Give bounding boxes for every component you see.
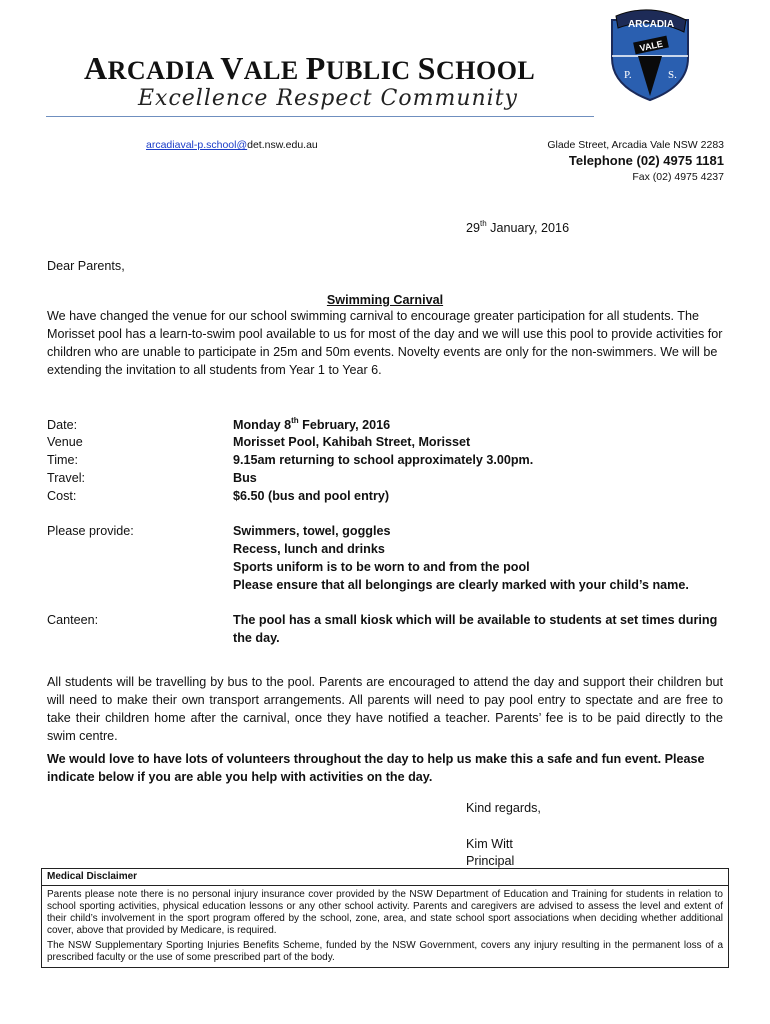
school-address: Glade Street, Arcadia Vale NSW 2283 xyxy=(547,139,724,151)
disclaimer-paragraph: The NSW Supplementary Sporting Injuries Benefits Scheme, funded by the NSW Government, covers any injury resulting in the permanent loss of a prescribed faculty or the use of some prescribed part of the body. xyxy=(47,940,723,963)
greeting: Dear Parents, xyxy=(47,259,125,273)
disclaimer-paragraph: Parents please note there is no personal injury insurance cover provided by the NSW Department of Education and Training for students in relation to school sporting activities, physical education lessons or any other school activity. Parents and caregivers are advised to assess the level and extent of their child’s involvement in the sport program offered by the school, zone, area, and state school sport associations when deciding whether additional cover, above that provided by Medicare, is required. xyxy=(47,889,723,936)
detail-row-travel: Travel: Bus xyxy=(47,471,257,485)
crest-top-text: ARCADIA xyxy=(627,19,675,30)
school-fax: Fax (02) 4975 4237 xyxy=(632,171,724,183)
list-item: Recess, lunch and drinks xyxy=(233,542,385,556)
detail-row-cost: Cost: $6.50 (bus and pool entry) xyxy=(47,489,390,503)
signer-title: Principal xyxy=(466,854,515,868)
volunteer-paragraph: We would love to have lots of volunteers throughout the day to help us make this a safe and fun event. Please indicate below if you are able you help with activities on the day. xyxy=(47,752,705,784)
canteen-label: Canteen: xyxy=(47,613,99,627)
list-item: Please ensure that all belongings are clearly marked with your child’s name. xyxy=(233,578,689,592)
provide-list xyxy=(233,522,689,594)
email-link[interactable]: arcadiaval-p.school@ xyxy=(146,139,248,151)
detail-row-time: Time: 9.15am returning to school approximately 3.00pm. xyxy=(47,453,534,467)
detail-row-date: Date: Monday 8th February, 2016 xyxy=(47,416,391,432)
school-email: arcadiaval-p.school@det.nsw.edu.au xyxy=(146,139,318,151)
letter-heading: Swimming Carnival xyxy=(326,293,444,307)
list-item: Sports uniform is to be worn to and from the pool xyxy=(233,560,530,574)
letter-date: 29th January, 2016 xyxy=(466,219,570,235)
school-name: ARCADIA VALE PUBLIC SCHOOL xyxy=(84,50,536,86)
crest-right-initial: S. xyxy=(668,69,677,81)
closing: Kind regards, xyxy=(466,801,541,815)
list-item: Swimmers, towel, goggles xyxy=(233,524,391,538)
school-crest-logo xyxy=(604,6,696,102)
school-telephone: Telephone (02) 4975 1181 xyxy=(568,153,724,168)
crest-middle-text: VALE xyxy=(638,38,664,54)
travel-paragraph: All students will be travelling by bus to the pool. Parents are encouraged to attend the day and support their children but will need to make their own transport arrangements. All parents will need to pay pool entry to spectate and are free to take their children home after the carnival, once they have notified a teacher. Parents’ fee is to be paid directly to the swim centre. xyxy=(47,675,723,743)
crest-left-initial: P. xyxy=(624,69,632,81)
disclaimer-title: Medical Disclaimer xyxy=(42,869,728,886)
school-motto: Excellence Respect Community xyxy=(138,86,518,111)
intro-paragraph: We have changed the venue for our school swimming carnival to encourage greater participation for all students. The Morisset pool has a learn-to-swim pool available to us for most of the day and we will use this pool to provide activities for children who are unable to participate in 25m and 50m events. Novelty events are only for the non-swimmers. We will be extending the invitation to all students from Year 1 to Year 6. xyxy=(47,309,723,377)
header-divider xyxy=(46,116,594,117)
medical-disclaimer-box xyxy=(41,868,729,968)
provide-label: Please provide: xyxy=(47,524,134,538)
detail-row-venue: Venue Morisset Pool, Kahibah Street, Morisset xyxy=(47,435,471,449)
canteen-value: The pool has a small kiosk which will be available to students at set times during the day. xyxy=(233,613,718,645)
signer-name: Kim Witt xyxy=(466,837,513,851)
